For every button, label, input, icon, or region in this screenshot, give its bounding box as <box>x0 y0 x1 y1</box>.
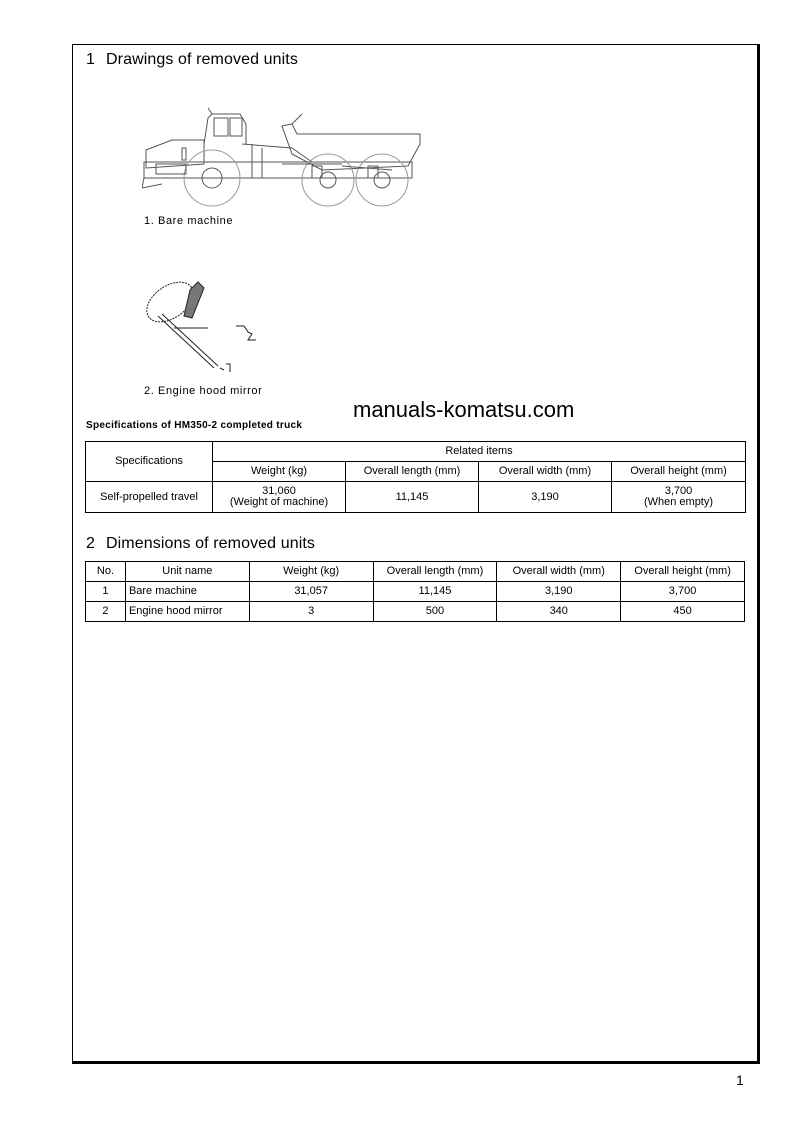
dim-col-name: Unit name <box>125 562 249 582</box>
spec-height-note: (When empty) <box>643 496 714 508</box>
dim-row-weight: 31,057 <box>249 582 373 602</box>
spec-row-weight <box>213 482 346 513</box>
dim-row-width: 340 <box>497 602 621 622</box>
table-row <box>86 482 746 513</box>
dim-row-width: 3,190 <box>497 582 621 602</box>
spec-row-label: Self-propelled travel <box>86 482 213 513</box>
dim-row-no: 2 <box>86 602 126 622</box>
dim-col-height: Overall height (mm) <box>621 562 745 582</box>
dimensions-table <box>85 561 745 622</box>
spec-col-width: Overall width (mm) <box>479 462 612 482</box>
table-row <box>86 602 745 622</box>
figure-1-caption: 1. Bare machine <box>144 215 234 227</box>
spec-col-length: Overall length (mm) <box>346 462 479 482</box>
dim-col-width: Overall width (mm) <box>497 562 621 582</box>
watermark: manuals-komatsu.com <box>353 397 575 422</box>
spec-weight-value: 31,060 <box>262 485 296 497</box>
spec-height-value: 3,700 <box>664 485 693 497</box>
dim-col-no: No. <box>86 562 126 582</box>
spec-col-weight: Weight (kg) <box>213 462 346 482</box>
spec-table-title: Specifications of HM350-2 completed truck <box>86 420 303 431</box>
section-2-title: Dimensions of removed units <box>106 535 316 552</box>
dim-row-name: Engine hood mirror <box>125 602 249 622</box>
dim-row-name: Bare machine <box>125 582 249 602</box>
spec-header-left: Specifications <box>86 442 213 482</box>
mirror-drawing-icon <box>144 272 274 382</box>
dim-col-weight: Weight (kg) <box>249 562 373 582</box>
dim-row-height: 3,700 <box>621 582 745 602</box>
page-number: 1 <box>736 1072 744 1088</box>
dim-row-height: 450 <box>621 602 745 622</box>
section-1-number: 1 <box>86 51 95 68</box>
spec-row-width: 3,190 <box>479 482 612 513</box>
spec-col-height: Overall height (mm) <box>612 462 746 482</box>
dim-col-length: Overall length (mm) <box>373 562 497 582</box>
spec-header-group: Related items <box>213 442 746 462</box>
section-2-heading <box>86 535 315 553</box>
dim-row-no: 1 <box>86 582 126 602</box>
table-row <box>86 582 745 602</box>
dim-row-length: 11,145 <box>373 582 497 602</box>
dim-row-length: 500 <box>373 602 497 622</box>
dim-row-weight: 3 <box>249 602 373 622</box>
figure-2-caption: 2. Engine hood mirror <box>144 385 263 397</box>
spec-table <box>85 441 746 513</box>
spec-row-height <box>612 482 746 513</box>
spec-row-length: 11,145 <box>346 482 479 513</box>
spec-weight-note: (Weight of machine) <box>229 496 329 508</box>
section-2-number: 2 <box>86 535 95 552</box>
section-1-heading <box>86 51 298 69</box>
section-1-title: Drawings of removed units <box>106 51 298 68</box>
dump-truck-drawing-icon <box>142 104 424 208</box>
